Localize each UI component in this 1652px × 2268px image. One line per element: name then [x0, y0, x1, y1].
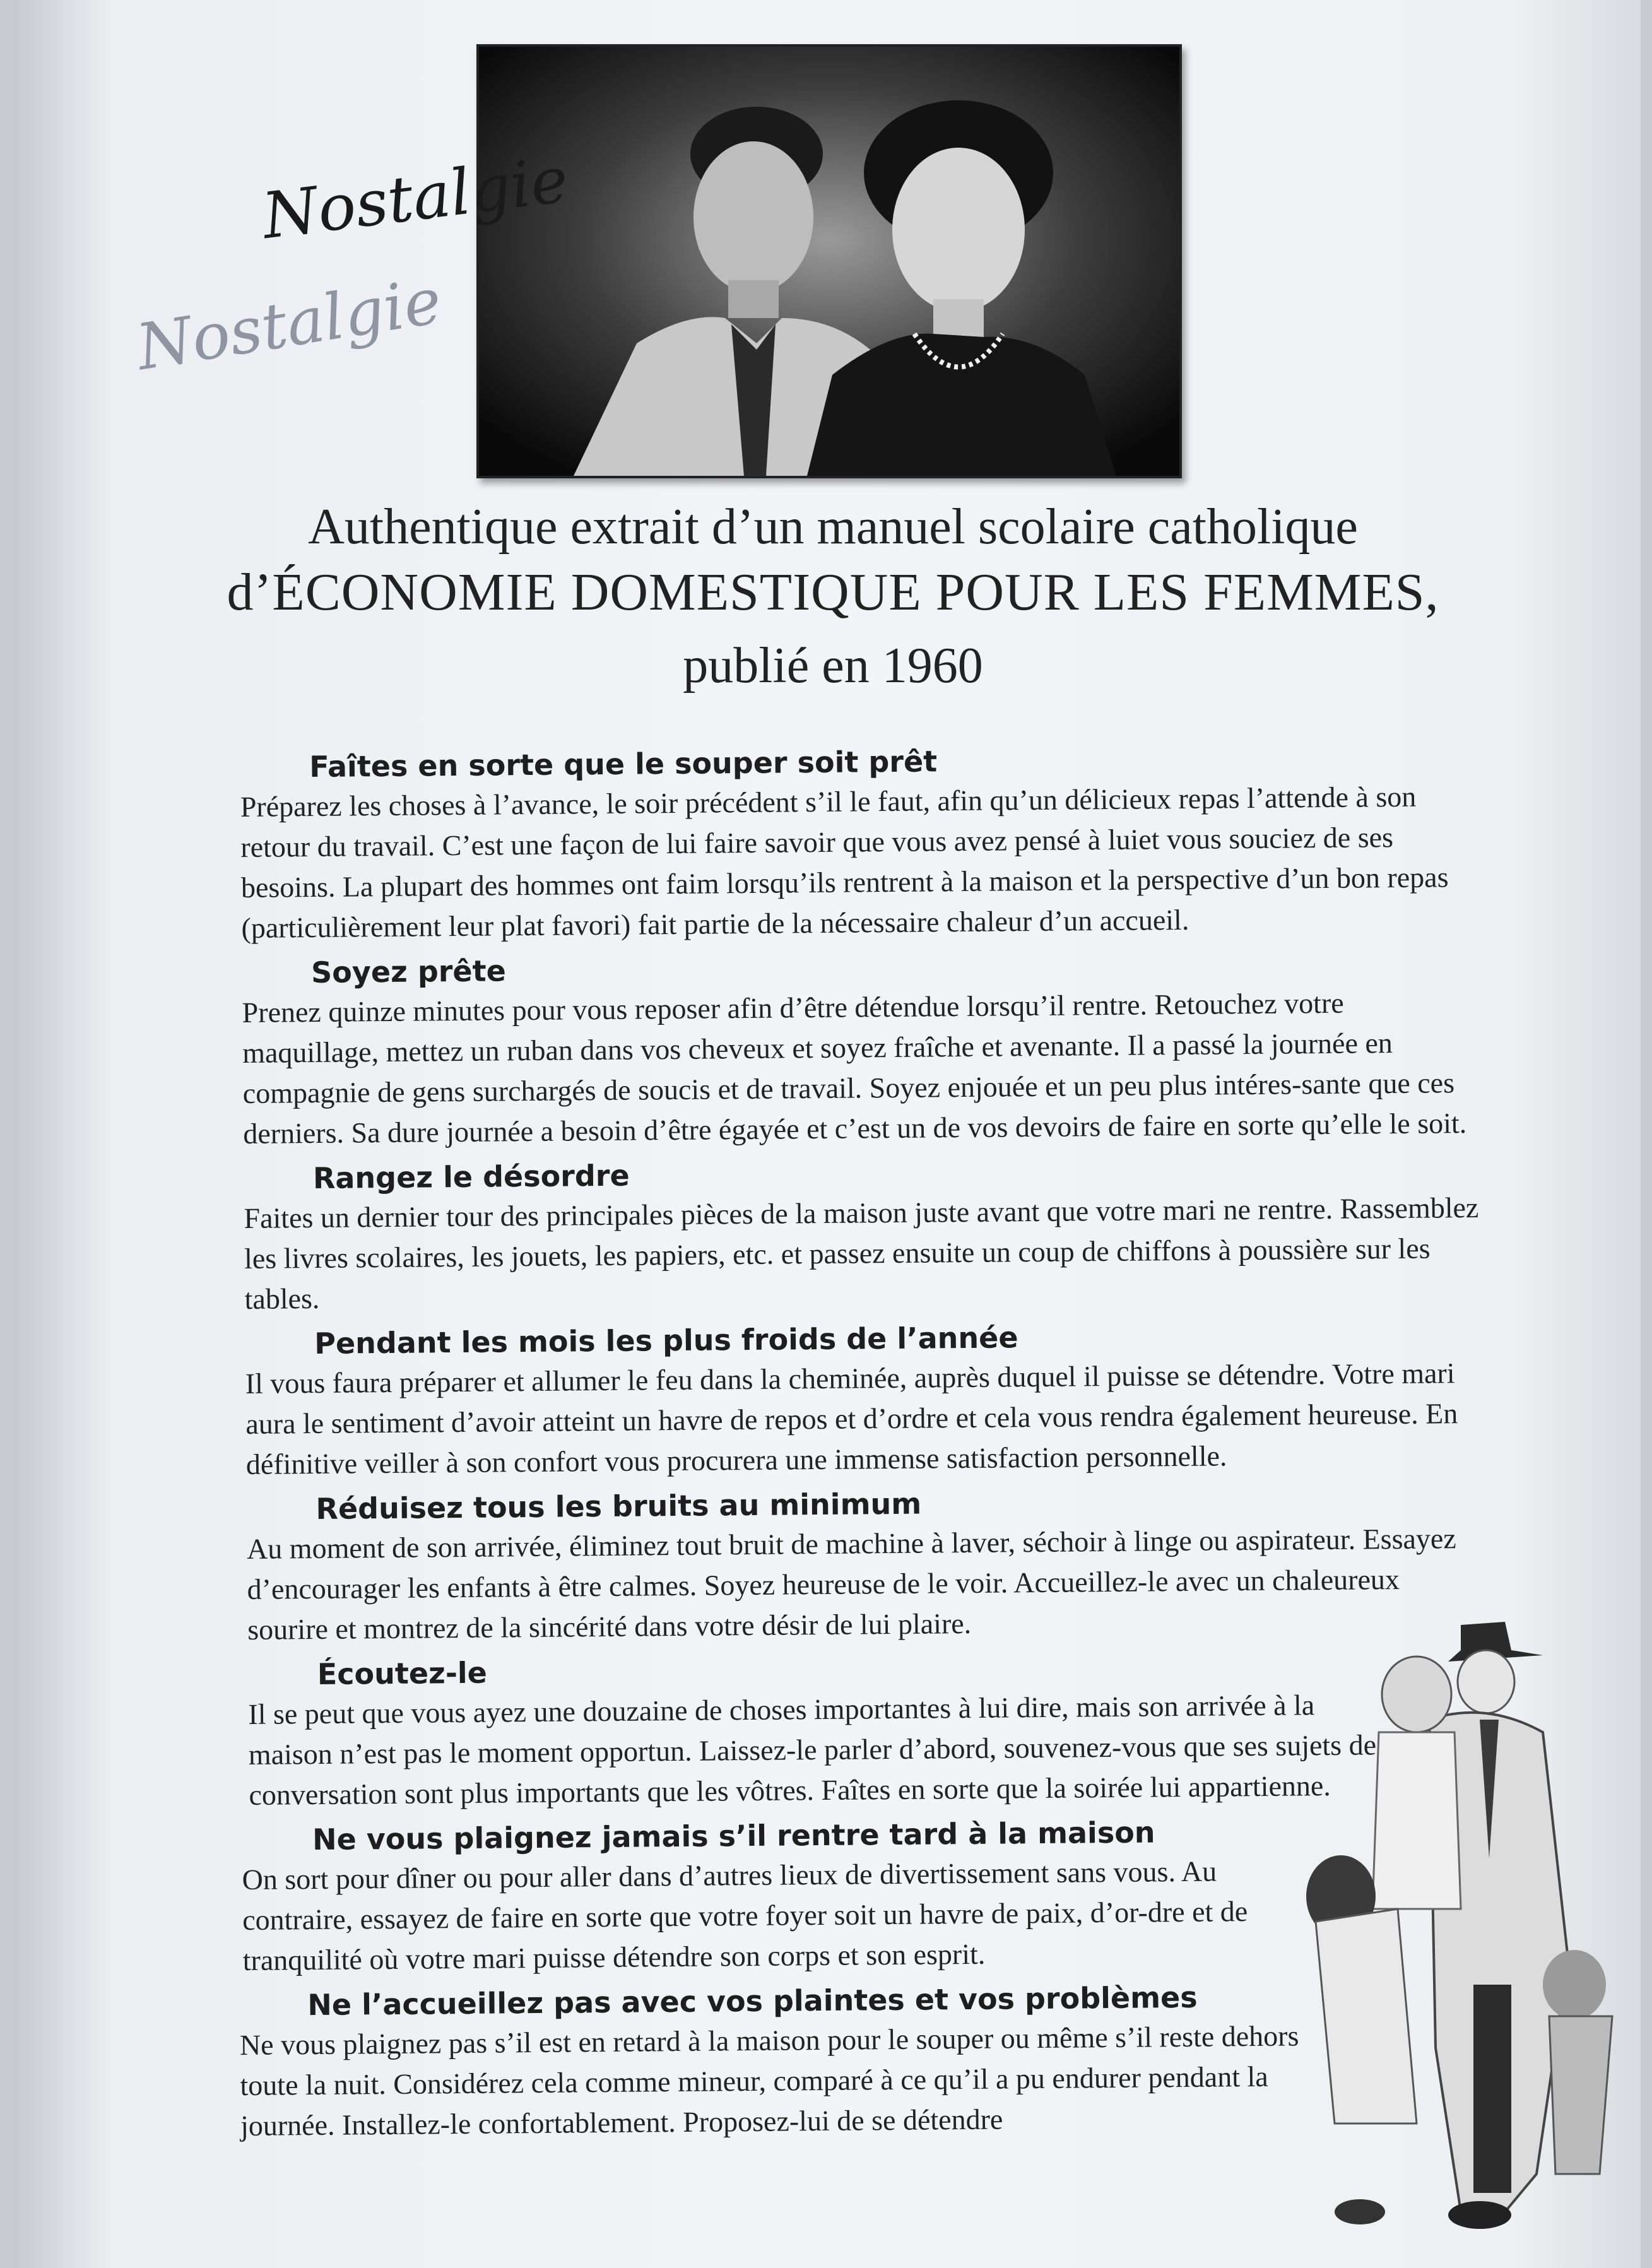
section-heading: Ne vous plaignez jamais s’il rentre tard à la maison	[312, 1815, 1155, 1857]
section-text: Faites un dernier tour des principales pièces de la maison juste avant que votre mari ne rentre. Rassemblez les livres scolaires, les jouets, les papiers, etc. et passez ensuite un coup de chiffons à poussière sur les tables.	[244, 1191, 1479, 1315]
section-text: Il vous faura préparer et allumer le feu dans la cheminée, auprès duquel il puisse se détendre. Votre mari aura le sentiment d’avoir atteint un havre de repos et d’ordre et cela vous rendra également heureuse. En définitive veiller à son confort vous procurera une immense satisfaction personnelle.	[245, 1357, 1458, 1480]
section-text: Prenez quinze minutes pour vous reposer afin d’être détendue lorsqu’il rentre. Retouchez votre maquillage, mettez un ruban dans vos cheveux et soyez fraîche et avenante. Il a passé la journée en compagnie de gens surchargés de soucis et de travail. Soyez enjouée et un peu plus intéres-sante que ces derniers. Sa dure journée a besoin d’être égayée et c’est un de vos devoirs de faire en sorte qu’elle le soit.	[242, 986, 1467, 1150]
couple-portrait-illustration	[479, 47, 1179, 476]
title-line-2: d’ÉCONOMIE DOMESTIQUE POUR LES FEMMES,	[227, 563, 1439, 622]
section-heading: Ne l’accueillez pas avec vos plaintes et vos problèmes	[307, 1980, 1198, 2023]
nostalgie-dark-script: Nostalgie	[258, 142, 572, 254]
section-text: Préparez les choses à l’avance, le soir précédent s’il le faut, afin qu’un délicieux repas l’attende à son retour du travail. C’est une façon de lui faire savoir que vous avez pensé à luiet vous souciez de ses besoins. La plupart des hommes ont faim lorsqu’ils rentrent à la maison et la perspective d’un bon repas (particulièrement leur plat favori) fait partie de la nécessaire chaleur d’un accueil.	[240, 780, 1449, 944]
section-text: Au moment de son arrivée, éliminez tout bruit de machine à laver, séchoir à linge ou aspirateur. Essayez d’encourager les enfants à être calmes. Soyez heureuse de le voir. Accueillez-le avec un chaleureux sourire et montrez de la sincérité dans votre désir de lui plaire.	[246, 1522, 1456, 1646]
section-heading: Réduisez tous les bruits au minimum	[316, 1486, 922, 1526]
paper-page	[13, 0, 1641, 2268]
title-line-1: Authentique extrait d’un manuel scolaire catholique	[308, 499, 1358, 555]
section-heading: Faîtes en sorte que le souper soit prêt	[309, 744, 938, 784]
section-soyez-prete	[242, 943, 1480, 1154]
section-heading: Rangez le désordre	[312, 1158, 630, 1196]
section-rangez	[244, 1149, 1482, 1320]
section-text: Ne vous plaignez pas s’il est en retard à la maison pour le souper ou même s’il reste dehors toute la nuit. Considérez cela comme mineur, comparé à ce qu’il a pu endurer pendant la journée. Installez-le confortablement. Proposez-lui de se détendre	[239, 2019, 1299, 2142]
nostalgie-light-script: Nostalgie	[131, 263, 447, 385]
section-text: Il se peut que vous ayez une douzaine de choses importantes à lui dire, mais son arrivée à la maison n’est pas le moment opportun. Laissez-le parler d’abord, souvenez-vous que ses sujets de conversation sont plus importants que les vôtres. Faîtes en sorte que la soirée lui appartienne.	[248, 1689, 1377, 1811]
section-mois-froids	[245, 1314, 1483, 1485]
vintage-couple-photo	[476, 44, 1182, 478]
section-heading: Soyez prête	[310, 954, 507, 990]
section-souper	[240, 737, 1478, 948]
section-heading: Écoutez-le	[317, 1655, 488, 1691]
title-line-3: publié en 1960	[683, 638, 983, 694]
man-with-hat-and-children-illustration	[1271, 1606, 1637, 2237]
section-heading: Pendant les mois les plus froids de l’année	[314, 1320, 1018, 1361]
family-greeting-illustration	[1271, 1606, 1637, 2237]
section-text: On sort pour dîner ou pour aller dans d’autres lieux de divertissement sans vous. Au contraire, essayez de faire en sorte que votre foyer soit un havre de paix, d’or-dre et de tranquilité où votre mari puisse détendre son corps et son esprit.	[242, 1855, 1248, 1977]
